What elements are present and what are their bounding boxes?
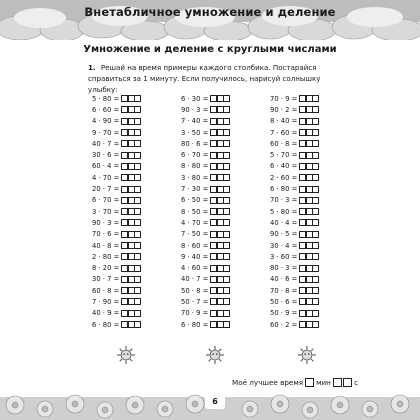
- answer-digit-box[interactable]: [223, 140, 230, 147]
- exercise-expression: 5 · 80 =: [270, 207, 298, 216]
- page-number: 6: [205, 395, 225, 409]
- answer-digit-box[interactable]: [312, 208, 319, 215]
- exercise-expression: 50 · 7 =: [181, 297, 209, 306]
- answer-boxes: [210, 253, 229, 260]
- answer-digit-box[interactable]: [312, 265, 319, 272]
- answer-boxes: [210, 310, 229, 317]
- exercise-expression: 6 · 70 =: [92, 196, 120, 205]
- exercise-expression: 20 · 7 =: [92, 185, 120, 194]
- task-instruction: [88, 62, 333, 95]
- answer-boxes: [299, 208, 318, 215]
- exercise-row: [270, 251, 318, 262]
- answer-boxes: [121, 152, 140, 159]
- exercise-row: [92, 217, 140, 228]
- answer-digit-box[interactable]: [312, 219, 319, 226]
- answer-digit-box[interactable]: [223, 276, 230, 283]
- answer-boxes: [299, 129, 318, 136]
- exercise-row: [181, 104, 229, 115]
- exercise-expression: 4 · 60 =: [181, 264, 209, 273]
- exercise-expression: 60 · 8 =: [92, 286, 120, 295]
- answer-digit-box[interactable]: [312, 129, 319, 136]
- exercise-expression: 4 · 70 =: [181, 218, 209, 227]
- exercise-expression: 70 · 6 =: [92, 230, 120, 239]
- exercise-row: [92, 149, 140, 160]
- exercise-row: [92, 93, 140, 104]
- exercise-row: [92, 172, 140, 183]
- exercise-row: [181, 296, 229, 307]
- exercise-expression: 4 · 70 =: [92, 173, 120, 182]
- exercise-expression: 70 · 8 =: [270, 286, 298, 295]
- exercise-expression: 6 · 40 =: [270, 162, 298, 171]
- answer-digit-box[interactable]: [134, 152, 141, 159]
- exercise-expression: 40 · 8 =: [92, 241, 120, 250]
- sun-icon[interactable]: [117, 346, 135, 364]
- exercise-expression: 6 · 80 =: [92, 320, 120, 329]
- answer-digit-box[interactable]: [223, 152, 230, 159]
- exercise-row: [92, 262, 140, 273]
- exercise-row: [270, 149, 318, 160]
- exercise-row: [181, 308, 229, 319]
- answer-boxes: [299, 242, 318, 249]
- answer-boxes: [299, 95, 318, 102]
- exercise-row: [270, 206, 318, 217]
- exercise-row: [181, 319, 229, 330]
- answer-digit-box[interactable]: [223, 129, 230, 136]
- answer-digit-box[interactable]: [312, 276, 319, 283]
- answer-digit-box[interactable]: [223, 174, 230, 181]
- exercise-expression: 90 · 2 =: [270, 105, 298, 114]
- answer-boxes: [210, 152, 229, 159]
- answer-boxes: [299, 140, 318, 147]
- exercise-row: [270, 116, 318, 127]
- exercise-row: [270, 138, 318, 149]
- answer-digit-box[interactable]: [223, 163, 230, 170]
- exercise-expression: 7 · 90 =: [92, 297, 120, 306]
- exercise-row: [181, 116, 229, 127]
- answer-digit-box[interactable]: [312, 298, 319, 305]
- exercise-row: [92, 229, 140, 240]
- answer-digit-box[interactable]: [134, 321, 141, 328]
- answer-boxes: [299, 310, 318, 317]
- exercise-row: [181, 138, 229, 149]
- exercise-row: [181, 149, 229, 160]
- exercise-expression: 80 · 6 =: [181, 139, 209, 148]
- answer-digit-box[interactable]: [134, 219, 141, 226]
- answer-boxes: [121, 276, 140, 283]
- exercise-expression: 70 · 9 =: [270, 94, 298, 103]
- answer-digit-box[interactable]: [223, 242, 230, 249]
- answer-boxes: [121, 174, 140, 181]
- sun-icon[interactable]: [206, 346, 224, 364]
- answer-digit-box[interactable]: [312, 163, 319, 170]
- answer-digit-box[interactable]: [134, 118, 141, 125]
- answer-boxes: [121, 321, 140, 328]
- answer-boxes: [121, 242, 140, 249]
- exercise-expression: 8 · 80 =: [181, 162, 209, 171]
- answer-boxes: [299, 298, 318, 305]
- exercise-row: [181, 251, 229, 262]
- answer-boxes: [121, 129, 140, 136]
- exercise-column-2: [181, 93, 229, 330]
- exercise-row: [92, 138, 140, 149]
- exercise-expression: 30 · 4 =: [270, 241, 298, 250]
- exercise-expression: 5 · 80 =: [92, 94, 120, 103]
- exercise-expression: 5 · 70 =: [270, 151, 298, 160]
- answer-boxes: [121, 95, 140, 102]
- answer-boxes: [210, 197, 229, 204]
- exercise-expression: 9 · 40 =: [181, 252, 209, 261]
- answer-boxes: [299, 152, 318, 159]
- page-subtitle: Умножение и деление с круглыми числами: [83, 44, 337, 55]
- answer-boxes: [210, 129, 229, 136]
- answer-digit-box[interactable]: [312, 152, 319, 159]
- answer-digit-box[interactable]: [312, 106, 319, 113]
- answer-digit-box[interactable]: [223, 321, 230, 328]
- exercise-row: [270, 217, 318, 228]
- exercise-row: [92, 240, 140, 251]
- answer-digit-box[interactable]: [134, 129, 141, 136]
- answer-boxes: [210, 242, 229, 249]
- exercise-expression: 50 · 9 =: [270, 309, 298, 318]
- exercise-row: [181, 206, 229, 217]
- answer-digit-box[interactable]: [223, 186, 230, 193]
- exercise-expression: 3 · 50 =: [181, 128, 209, 137]
- answer-boxes: [121, 140, 140, 147]
- exercise-row: [270, 104, 318, 115]
- exercise-row: [181, 229, 229, 240]
- exercise-expression: 7 · 50 =: [181, 230, 209, 239]
- answer-boxes: [299, 276, 318, 283]
- exercise-row: [270, 161, 318, 172]
- answer-boxes: [210, 186, 229, 193]
- answer-boxes: [121, 208, 140, 215]
- answer-boxes: [121, 298, 140, 305]
- exercise-row: [181, 274, 229, 285]
- answer-digit-box[interactable]: [223, 310, 230, 317]
- answer-boxes: [121, 186, 140, 193]
- exercise-expression: 6 · 80 =: [270, 185, 298, 194]
- answer-boxes: [210, 219, 229, 226]
- answer-boxes: [299, 106, 318, 113]
- exercise-row: [92, 195, 140, 206]
- answer-digit-box[interactable]: [223, 298, 230, 305]
- exercise-expression: 2 · 60 =: [270, 173, 298, 182]
- answer-boxes: [299, 321, 318, 328]
- exercise-row: [181, 285, 229, 296]
- exercise-expression: 6 · 80 =: [181, 320, 209, 329]
- exercise-row: [92, 274, 140, 285]
- answer-boxes: [210, 321, 229, 328]
- exercise-row: [270, 296, 318, 307]
- exercise-expression: 7 · 40 =: [181, 117, 209, 126]
- answer-digit-box[interactable]: [223, 265, 230, 272]
- exercise-row: [270, 274, 318, 285]
- answer-boxes: [210, 118, 229, 125]
- answer-boxes: [299, 265, 318, 272]
- answer-digit-box[interactable]: [134, 242, 141, 249]
- answer-boxes: [210, 106, 229, 113]
- exercise-expression: 70 · 3 =: [270, 196, 298, 205]
- answer-boxes: [121, 310, 140, 317]
- answer-boxes: [299, 231, 318, 238]
- answer-digit-box[interactable]: [312, 231, 319, 238]
- answer-digit-box[interactable]: [134, 186, 141, 193]
- answer-boxes: [299, 186, 318, 193]
- exercise-expression: 40 · 7 =: [181, 275, 209, 284]
- exercise-expression: 6 · 70 =: [181, 151, 209, 160]
- answer-boxes: [299, 118, 318, 125]
- answer-boxes: [210, 95, 229, 102]
- answer-boxes: [299, 253, 318, 260]
- answer-digit-box[interactable]: [312, 95, 319, 102]
- exercise-row: [181, 172, 229, 183]
- exercise-expression: 3 · 70 =: [92, 207, 120, 216]
- exercise-expression: 7 · 60 =: [270, 128, 298, 137]
- answer-digit-box[interactable]: [312, 140, 319, 147]
- exercise-expression: 60 · 4 =: [92, 162, 120, 171]
- exercise-row: [181, 217, 229, 228]
- exercise-expression: 3 · 60 =: [270, 252, 298, 261]
- exercise-row: [92, 104, 140, 115]
- exercise-expression: 40 · 7 =: [92, 139, 120, 148]
- answer-digit-box[interactable]: [223, 95, 230, 102]
- answer-boxes: [121, 118, 140, 125]
- seconds-label: с: [354, 378, 359, 387]
- exercise-row: [92, 296, 140, 307]
- exercise-row: [270, 285, 318, 296]
- exercise-column-3: [270, 93, 318, 330]
- exercise-row: [270, 172, 318, 183]
- answer-digit-box[interactable]: [223, 197, 230, 204]
- answer-boxes: [299, 174, 318, 181]
- exercise-expression: 40 · 6 =: [270, 275, 298, 284]
- minutes-label: мин: [316, 378, 331, 387]
- exercise-row: [181, 127, 229, 138]
- answer-digit-box[interactable]: [312, 174, 319, 181]
- answer-digit-box[interactable]: [312, 186, 319, 193]
- answer-digit-box[interactable]: [223, 287, 230, 294]
- best-time-label: Моё лучшее время: [232, 378, 304, 387]
- answer-digit-box[interactable]: [134, 197, 141, 204]
- exercise-row: [92, 319, 140, 330]
- exercise-expression: 3 · 80 =: [181, 173, 209, 182]
- answer-digit-box[interactable]: [134, 140, 141, 147]
- exercise-row: [270, 262, 318, 273]
- answer-boxes: [210, 174, 229, 181]
- exercise-expression: 4 · 90 =: [92, 117, 120, 126]
- sun-icon[interactable]: [298, 346, 316, 364]
- answer-boxes: [210, 140, 229, 147]
- answer-digit-box[interactable]: [134, 265, 141, 272]
- answer-boxes: [121, 219, 140, 226]
- exercise-expression: 7 · 30 =: [181, 185, 209, 194]
- answer-digit-box[interactable]: [223, 231, 230, 238]
- answer-digit-box[interactable]: [134, 276, 141, 283]
- answer-digit-box[interactable]: [312, 197, 319, 204]
- exercise-expression: 80 · 3 =: [270, 264, 298, 273]
- answer-boxes: [121, 163, 140, 170]
- exercise-expression: 8 · 40 =: [270, 117, 298, 126]
- exercise-row: [92, 285, 140, 296]
- answer-digit-box[interactable]: [312, 242, 319, 249]
- answer-boxes: [121, 231, 140, 238]
- exercise-row: [92, 251, 140, 262]
- page-title: Внетабличное умножение и деление: [84, 5, 336, 19]
- exercise-row: [92, 183, 140, 194]
- answer-boxes: [210, 208, 229, 215]
- exercise-expression: 6 · 50 =: [181, 196, 209, 205]
- answer-boxes: [210, 265, 229, 272]
- exercise-row: [270, 240, 318, 251]
- exercise-row: [181, 183, 229, 194]
- answer-digit-box[interactable]: [134, 231, 141, 238]
- exercise-row: [270, 127, 318, 138]
- answer-digit-box[interactable]: [312, 287, 319, 294]
- answer-boxes: [210, 298, 229, 305]
- exercise-row: [181, 262, 229, 273]
- answer-digit-box[interactable]: [312, 118, 319, 125]
- answer-boxes: [299, 219, 318, 226]
- exercise-expression: 50 · 8 =: [181, 286, 209, 295]
- exercise-expression: 40 · 9 =: [92, 309, 120, 318]
- exercise-row: [181, 161, 229, 172]
- answer-digit-box[interactable]: [134, 106, 141, 113]
- exercise-expression: 90 · 3 =: [92, 218, 120, 227]
- answer-digit-box[interactable]: [134, 310, 141, 317]
- task-text: Решай на время примеры каждого столбика. Постарайся справиться за 1 минуту. Если получилось, нарисуй солнышку улыбку:: [88, 63, 321, 94]
- answer-boxes: [121, 287, 140, 294]
- exercise-expression: 70 · 9 =: [181, 309, 209, 318]
- exercise-row: [92, 161, 140, 172]
- exercise-row: [92, 206, 140, 217]
- answer-boxes: [210, 163, 229, 170]
- exercise-row: [270, 319, 318, 330]
- answer-boxes: [121, 265, 140, 272]
- answer-digit-box[interactable]: [223, 106, 230, 113]
- exercise-expression: 30 · 6 =: [92, 151, 120, 160]
- answer-digit-box[interactable]: [223, 253, 230, 260]
- answer-digit-box[interactable]: [134, 174, 141, 181]
- exercise-row: [181, 93, 229, 104]
- answer-boxes: [299, 163, 318, 170]
- exercise-expression: 6 · 60 =: [92, 105, 120, 114]
- exercise-expression: 30 · 7 =: [92, 275, 120, 284]
- exercise-row: [92, 308, 140, 319]
- answer-digit-box[interactable]: [223, 208, 230, 215]
- answer-digit-box[interactable]: [312, 321, 319, 328]
- exercise-row: [270, 229, 318, 240]
- exercise-expression: 60 · 8 =: [270, 139, 298, 148]
- answer-digit-box[interactable]: [312, 310, 319, 317]
- answer-boxes: [210, 276, 229, 283]
- answer-digit-box[interactable]: [312, 253, 319, 260]
- exercise-expression: 50 · 6 =: [270, 297, 298, 306]
- answer-digit-box[interactable]: [134, 208, 141, 215]
- exercise-row: [181, 195, 229, 206]
- exercise-expression: 9 · 70 =: [92, 128, 120, 137]
- answer-boxes: [121, 253, 140, 260]
- answer-boxes: [210, 231, 229, 238]
- exercise-expression: 8 · 50 =: [181, 207, 209, 216]
- answer-digit-box[interactable]: [134, 163, 141, 170]
- answer-boxes: [121, 197, 140, 204]
- exercise-row: [270, 308, 318, 319]
- answer-digit-box[interactable]: [134, 95, 141, 102]
- exercise-expression: 40 · 4 =: [270, 218, 298, 227]
- exercise-row: [270, 183, 318, 194]
- exercise-row: [92, 127, 140, 138]
- exercise-expression: 8 · 60 =: [181, 241, 209, 250]
- exercise-row: [270, 195, 318, 206]
- exercise-expression: 90 · 5 =: [270, 230, 298, 239]
- answer-digit-box[interactable]: [223, 219, 230, 226]
- answer-digit-box[interactable]: [223, 118, 230, 125]
- exercise-expression: 2 · 80 =: [92, 252, 120, 261]
- exercise-expression: 8 · 20 =: [92, 264, 120, 273]
- exercise-row: [181, 240, 229, 251]
- answer-digit-box[interactable]: [134, 298, 141, 305]
- exercise-expression: 90 · 3 =: [181, 105, 209, 114]
- task-number: 1.: [88, 63, 96, 72]
- answer-digit-box[interactable]: [134, 253, 141, 260]
- answer-digit-box[interactable]: [134, 287, 141, 294]
- answer-boxes: [121, 106, 140, 113]
- exercise-expression: 60 · 2 =: [270, 320, 298, 329]
- exercise-expression: 6 · 30 =: [181, 94, 209, 103]
- answer-boxes: [299, 197, 318, 204]
- answer-boxes: [210, 287, 229, 294]
- exercise-row: [92, 116, 140, 127]
- exercise-row: [270, 93, 318, 104]
- answer-boxes: [299, 287, 318, 294]
- exercise-column-1: [92, 93, 140, 330]
